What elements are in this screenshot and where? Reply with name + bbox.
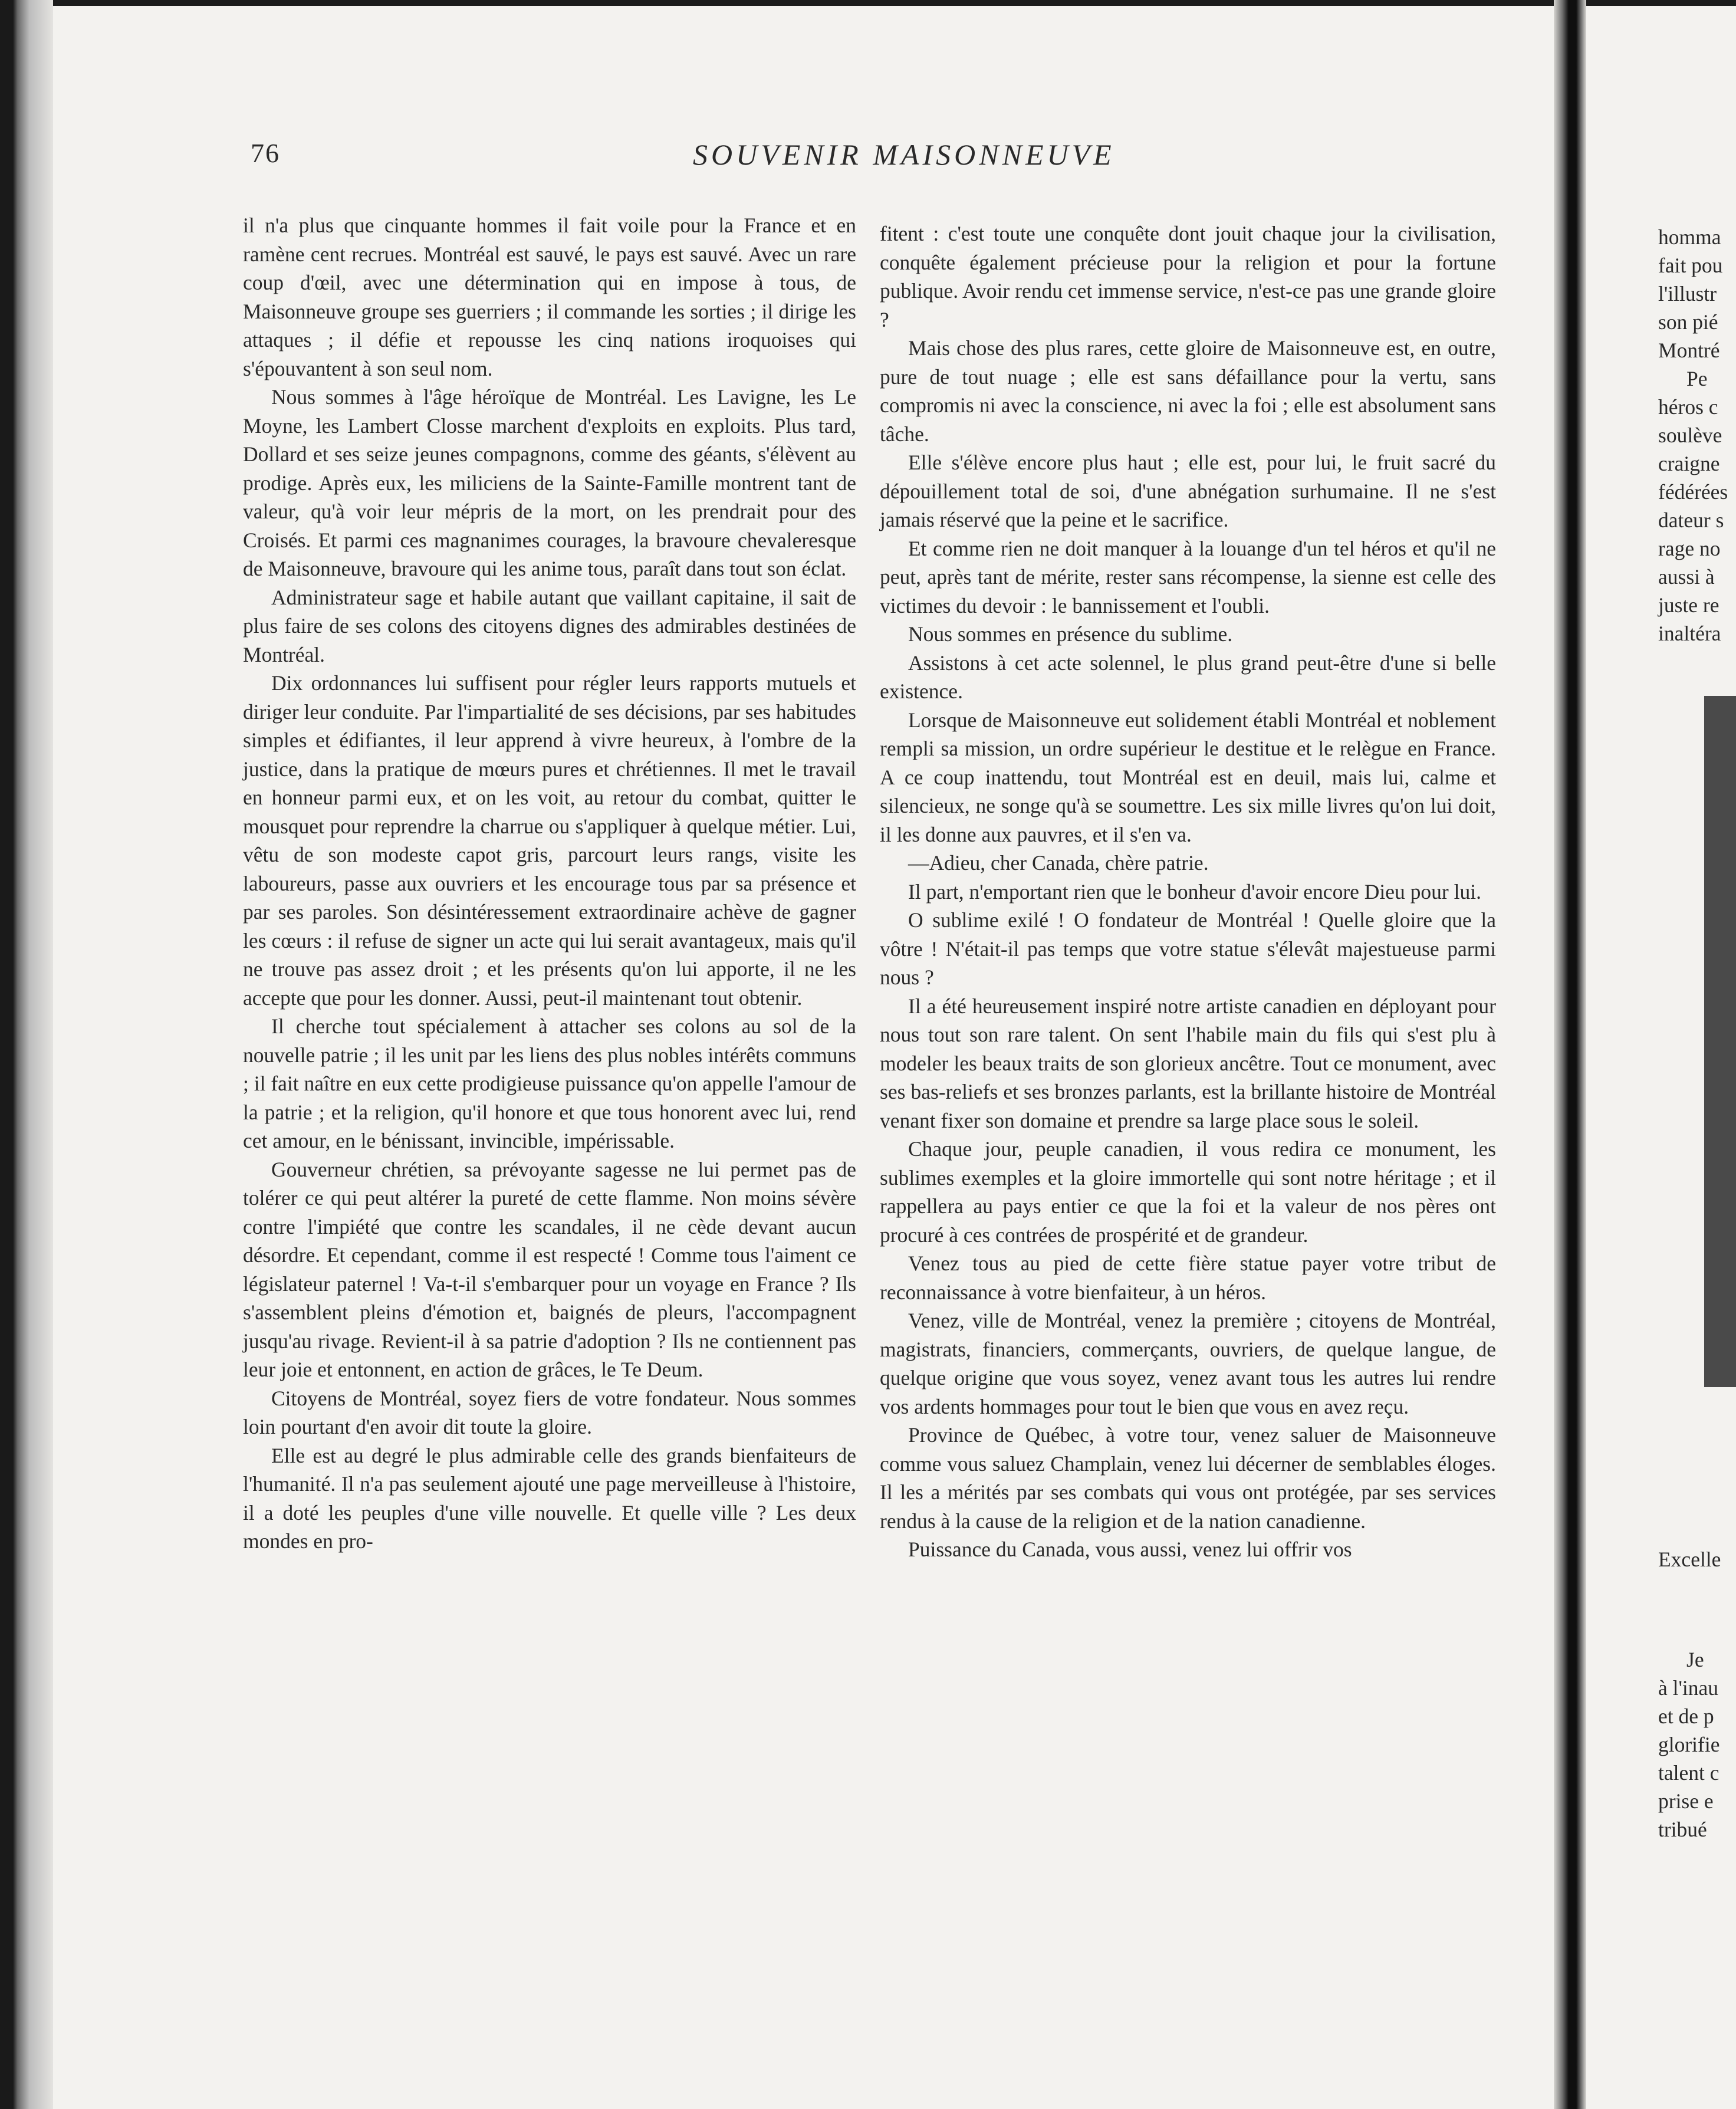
paragraph: Mais chose des plus rares, cette gloire de Maisonneuve est, en outre, pure de tout nuage ; elle est sans défaillance pour la vertu, sans compromis ni avec la conscience, ni avec la foi ; elle est absolument sans tâche. <box>880 336 1496 446</box>
paragraph: Elle s'élève encore plus haut ; elle est, pour lui, le fruit sacré du dépouillement total de soi, d'une abnégation surhumaine. Il ne s'est jamais réservé que la peine et le sacrifice. <box>880 451 1496 531</box>
page-top-edge <box>0 0 1736 6</box>
paragraph: —Adieu, cher Canada, chère patrie. <box>908 851 1209 875</box>
fragment-line: et de p <box>1658 1704 1714 1728</box>
page-header <box>251 133 1495 180</box>
paragraph: Province de Québec, à votre tour, venez saluer de Maisonneuve comme vous saluez Champlain, venez lui décerner de semblables éloges. Il les a mérités par ses combats qui vous ont protégée, par ses services rendus à la cause de la religion et de la nation canadienne. <box>880 1423 1496 1533</box>
paragraph: Elle est au degré le plus admirable celle des grands bienfaiteurs de l'humanité. Il n'a pas seulement ajouté une page merveilleuse à l'histoire, il a doté les peuples d'une ville nouvelle. Et quelle ville ? Les deux mondes en pro- <box>243 1443 856 1553</box>
fragment-line: l'illustr <box>1658 282 1717 305</box>
paragraph: Citoyens de Montréal, soyez fiers de votre fondateur. Nous sommes loin pourtant d'en avoir dit toute la gloire. <box>243 1386 856 1438</box>
paragraph: Il a été heureusement inspiré notre artiste canadien en déployant pour nous tout son rare talent. On sent l'habile main du fils qui s'est plu à modeler les beaux traits de son glorieux ancêtre. Tout ce monument, avec ses bas-reliefs et ses bronzes parlants, est la brillante histoire de Montréal venant fixer son domaine et prendre sa large place sous le soleil. <box>880 994 1496 1132</box>
paragraph: Dix ordonnances lui suffisent pour régler leurs rapports mutuels et diriger leur conduite. Par l'impartialité de ses décisions, par ses habitudes simples et édifiantes, il leur apprend à vivre heureux, à l'ombre de la justice, dans la pratique de mœurs pures et chrétiennes. Il met le travail en honneur parmi eux, et on les voit, au retour du combat, quitter le mousquet pour reprendre la charrue ou s'appliquer à quelque métier. Lui, vêtu de son modeste capot gris, parcourt leurs rangs, visite les laboureurs, passe aux ouvriers et les encourage tous par sa présence et par ses paroles. Son désintéressement extraordinaire achève de gagner les cœurs : il refuse de signer un acte qui lui serait avantageux, mais qu'il ne trouve pas assez droit ; et les présents qu'on lui apporte, il ne les accepte que pour les donner. Aussi, peut-il maintenant tout obtenir. <box>243 671 856 1010</box>
fragment-line: aussi à <box>1658 565 1715 589</box>
book-gutter <box>1554 0 1586 2109</box>
fragment-line: à l'inau <box>1658 1676 1719 1700</box>
fragment-line: fédérées <box>1658 480 1728 504</box>
fragment-line: Je <box>1686 1648 1704 1671</box>
fragment-line: dateur s <box>1658 508 1724 532</box>
paragraph: Venez tous au pied de cette fière statue payer votre tribut de reconnaissance à votre bienfaiteur, à un héros. <box>880 1251 1496 1304</box>
paragraph: Il cherche tout spécialement à attacher ses colons au sol de la nouvelle patrie ; il les unit par les liens des plus nobles intérêts communs ; il fait naître en eux cette prodigieuse puissance qu'on appelle l'amour de la patrie ; et la religion, qu'il honore et que tous honorent avec lui, rend cet amour, en le bénissant, invincible, impérissable. <box>243 1014 856 1152</box>
fragment-line: prise e <box>1658 1789 1714 1813</box>
fragment-line: fait pou <box>1658 254 1723 277</box>
paragraph: il n'a plus que cinquante hommes il fait voile pour la France et en ramène cent recrues. Montréal est sauvé, le pays est sauvé. Avec un rare coup d'œil, avec une détermination qui en impose à tous, de Maisonneuve groupe ses guerriers ; il commande les sorties ; il dirige les attaques ; il défie et repousse les cinq nations iroquoises qui s'épouvantent à son seul nom. <box>243 213 856 380</box>
fragment-line: soulève <box>1658 423 1722 447</box>
fragment-line: son pié <box>1658 310 1718 334</box>
fragment-line: Montré <box>1658 339 1720 362</box>
paragraph: Nous sommes à l'âge héroïque de Montréal. Les Lavigne, les Le Moyne, les Lambert Closse marchent d'exploits en exploits. Plus tard, Dollard et ses seize jeunes compagnons, comme des géants, s'élèvent au prodige. Après eux, les miliciens de la Sainte-Famille montrent tant de valeur, qu'à voir leur mépris de la mort, on les prendrait pour des Croisés. Et parmi ces magnanimes courages, la bravoure chevaleresque de Maisonneuve, bravoure qui les anime tous, paraît dans tout son éclat. <box>243 385 856 580</box>
fragment-line: inaltéra <box>1658 622 1721 645</box>
book-binding-edge <box>0 0 53 2109</box>
fragment-line: rage no <box>1658 537 1721 560</box>
paragraph: Chaque jour, peuple canadien, il vous redira ce monument, les sublimes exemples et la gloire immortelle qui sont notre héritage ; et il rappellera au pays entier ce que la foi et la valeur de nos pères ont procuré à ces contrées de prospérité et de grandeur. <box>880 1137 1496 1247</box>
paragraph: Gouverneur chrétien, sa prévoyante sagesse ne lui permet pas de tolérer ce qui peut altérer la pureté de cette flamme. Non moins sévère contre l'impiété que contre les scandales, il ne cède devant aucun désordre. Et cependant, comme il est respecté ! Comme tous l'aiment ce législateur paternel ! Va-t-il s'embarquer pour un voyage en France ? Ils s'assemblent pleins d'émotion et, baignés de pleurs, l'accompagnent jusqu'au rivage. Revient-il à sa patrie d'adoption ? Ils ne contiennent pas leur joie et entonnent, en action de grâces, le Te Deum. <box>243 1157 856 1381</box>
paragraph: Lorsque de Maisonneuve eut solidement établi Montréal et noblement rempli sa mission, un ordre supérieur le destitue et le relègue en France. A ce coup inattendu, tout Montréal est en deuil, mais lui, calme et silencieux, ne songe qu'à se soumettre. Les six mille livres qu'on lui doit, il les donne aux pauvres, et il s'en va. <box>880 708 1496 846</box>
paragraph: Nous sommes en présence du sublime. <box>908 622 1233 646</box>
fragment-line: homma <box>1658 225 1721 249</box>
fragment-line: Pe <box>1686 367 1708 390</box>
text-column-left <box>243 211 856 1556</box>
fragment-line: Excelle <box>1658 1548 1721 1571</box>
paragraph: Venez, ville de Montréal, venez la première ; citoyens de Montréal, magistrats, financiers, commerçants, ouvriers, de quelque langue, de quelque origine que vous soyez, venez avant tous les autres lui rendre vos ardents hommages pour tout le bien que vous en avez reçu. <box>880 1309 1496 1418</box>
paragraph: Il part, n'emportant rien que le bonheur d'avoir encore Dieu pour lui. <box>908 879 1481 904</box>
page-number: 76 <box>251 138 280 168</box>
fragment-line: talent c <box>1658 1761 1719 1785</box>
paragraph: Assistons à cet acte solennel, le plus grand peut-être d'une si belle existence. <box>880 651 1496 703</box>
photograph-plate-edge <box>1704 696 1736 1387</box>
paragraph: O sublime exilé ! O fondateur de Montréal ! Quelle gloire que la vôtre ! N'était-il pas temps que votre statue s'élevât majestueuse parmi nous ? <box>880 908 1496 989</box>
text-column-right <box>880 219 1496 1564</box>
paragraph: Et comme rien ne doit manquer à la louange d'un tel héros et qu'il ne peut, après tant de mérite, rester sans récompense, la sienne est celle des victimes du devoir : le bannissement et l'oubli. <box>880 536 1496 617</box>
paragraph: Administrateur sage et habile autant que vaillant capitaine, il sait de plus faire de ses colons des citoyens dignes des admirables destinées de Montréal. <box>243 585 856 666</box>
fragment-line: juste re <box>1658 593 1719 617</box>
paragraph: Puissance du Canada, vous aussi, venez lui offrir vos <box>908 1538 1352 1561</box>
fragment-line: tribué <box>1658 1818 1707 1841</box>
running-title: SOUVENIR MAISONNEUVE <box>693 138 1115 171</box>
fragment-line: glorifie <box>1658 1733 1720 1756</box>
fragment-line: héros c <box>1658 395 1718 419</box>
fragment-line: craigne <box>1658 452 1720 475</box>
paragraph: fitent : c'est toute une conquête dont jouit chaque jour la civilisation, conquête également précieuse pour la religion et pour la fortune publique. Avoir rendu cet immense service, n'est-ce pas une grande gloire ? <box>880 222 1496 331</box>
